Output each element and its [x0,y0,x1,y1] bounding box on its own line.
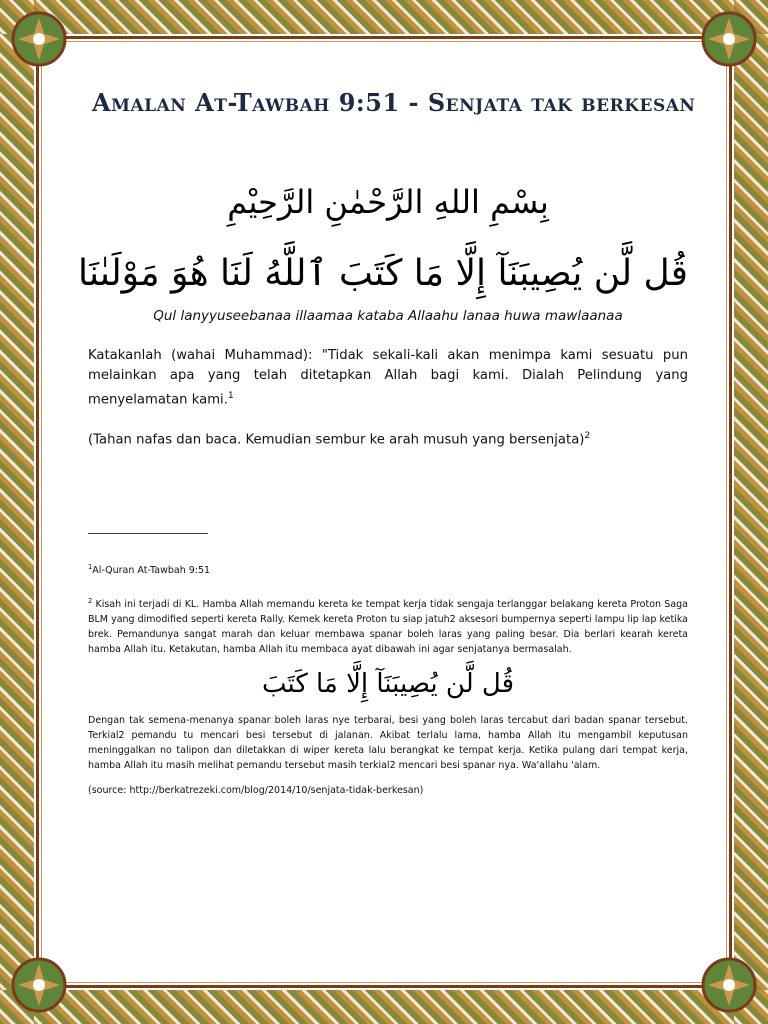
document-content [78,88,696,798]
basmala-calligraphy: بِسْمِ اللهِ الرَّحْمٰنِ الرَّحِيْمِ [227,183,549,221]
corner-ornament-icon [4,4,74,74]
footnote-2-marker: 2 [88,596,93,605]
footnote-verse-arabic: قُل لَّن يُصِيبَنَآ إِلَّا مَا كَتَبَ [261,669,515,700]
verse-transliteration: Qul lanyyuseebanaa illaamaa kataba Allaahu lanaa huwa mawlaanaa [153,308,623,324]
recitation-instruction [88,426,688,450]
instruction-text: (Tahan nafas dan baca. Kemudian sembur ke arah musuh yang bersenjata) [88,432,585,448]
source-citation: (source: http://berkatrezeki.com/blog/2014/10/senjata-tidak-berkesan) [88,785,424,797]
footnote-ref-2: 2 [584,430,591,442]
footnote-2-text: Kisah ini terjadi di KL. Hamba Allah memandu kereta ke tempat kerja tidak sengaja terlanggar belakang kereta Proton Saga BLM yang dimodified seperti kereta Rally. Kemek kereta Proton tu siap jatuh2 aksesori bumpernya seperti lampu lip lap ketika brek. Pemandunya sangat marah dan keluar membawa spanar boleh laras yang paling besar. Dia berlari kearah kereta hamba Allah itu. Ketakutan, hamba Allah itu membaca ayat dibawah ini agar senjatanya bermasalah. [88,599,688,656]
verse-arabic: قُل لَّن يُصِيبَنَآ إِلَّا مَا كَتَبَ ٱللَّهُ لَنَا هُوَ مَوْلَىٰنَا [78,253,688,294]
page-title: Amalan At-Tawbah 9:51 - Senjata tak berkesan [92,88,696,117]
corner-ornament-icon [4,950,74,1020]
corner-ornament-icon [694,950,764,1020]
footnote-ref-1: 1 [227,390,234,401]
verse-translation [88,346,688,410]
footnote-2 [88,594,688,657]
footnote-divider [88,533,208,534]
footnote-story: Dengan tak semena-menanya spanar boleh laras nye terbarai, besi yang boleh laras tercabut dari badan spanar tersebut. Terkial2 pemandu tu mencari besi tersebut di jalanan. Akibat terlalu lama, hamba Allah itu mengambil keputusan meninggalkan no talipon dan diletakkan di wiper kereta lalu berangkat ke tempat kerja. Ketika pulang dari tempat kerja, hamba Allah itu masih melihat pemandu tersebut masih terkial2 mencari besi spanar nya. Wa'allahu 'alam. [88,715,688,772]
footnote-1-text: Al-Quran At-Tawbah 9:51 [92,564,211,576]
footnote-1 [88,560,688,578]
corner-ornament-icon [694,4,764,74]
footnote-1-marker: 1 [88,562,93,571]
translation-text: Katakanlah (wahai Muhammad): "Tidak sekali-kali akan menimpa kami sesuatu pun melainkan apa yang telah ditetapkan Allah bagi kami. Dialah Pelindung yang menyelamatan kami. [88,348,688,408]
